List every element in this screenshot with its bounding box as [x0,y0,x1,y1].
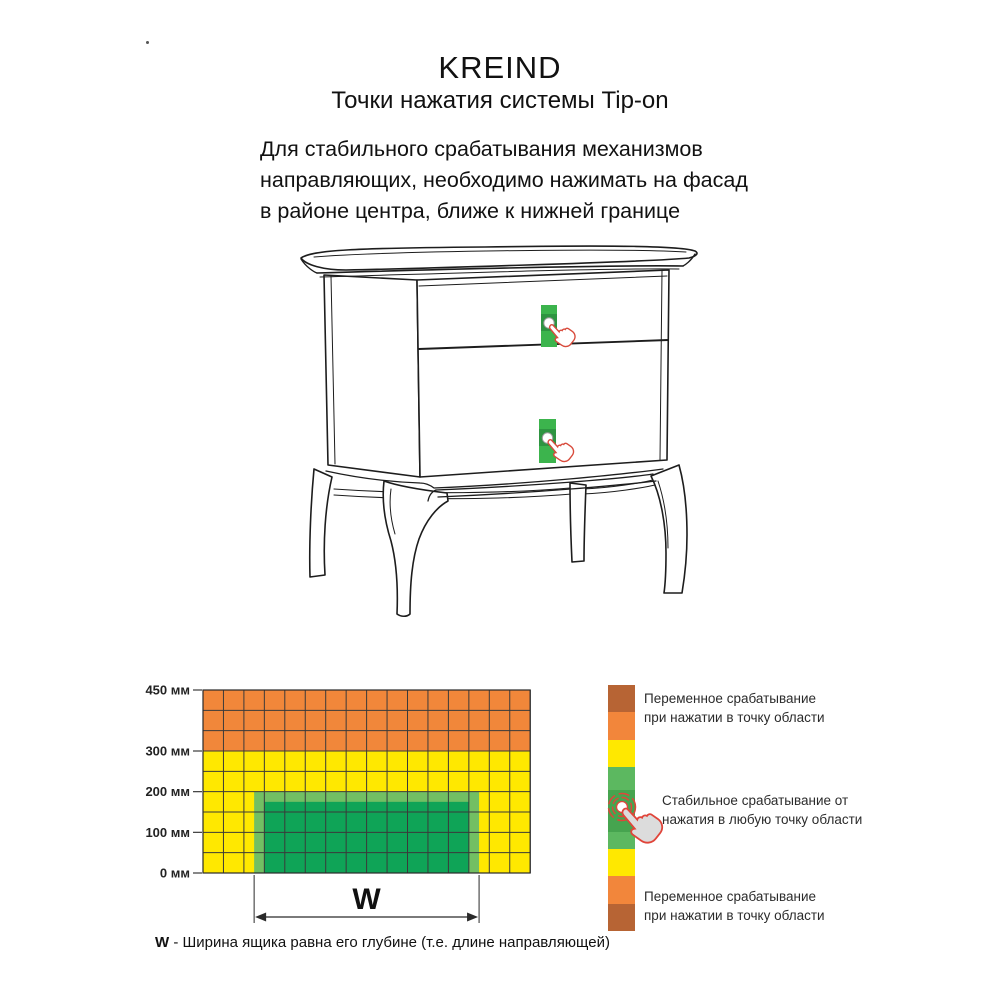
legend-segment-7 [608,876,635,903]
furniture-illustration [250,243,710,633]
legend-segment-1 [608,712,635,739]
axis-tick-label: 300 мм [145,743,190,759]
stray-dot [146,41,149,44]
legend-segment-2 [608,740,635,767]
front-apron [428,474,656,501]
axis-tick-label: 450 мм [145,682,190,698]
legend-segment-8 [608,904,635,931]
caption-w: W [155,934,170,951]
w-arrowhead-right [467,913,478,922]
legend-text-line: Стабильное срабатывание от [662,793,849,808]
intro-line-3: в районе центра, ближе к нижней границе [260,199,681,223]
intro-line-2: направляющих, необходимо нажимать на фасад [260,168,748,192]
legend-item-variable-top [644,689,825,727]
page-title: KREIND [438,50,562,85]
w-arrowhead-left [255,913,266,922]
axis-tick-label: 200 мм [145,784,190,800]
axis-tick-label: 0 мм [159,865,190,881]
intro-line-1: Для стабильного срабатывания механизмов [260,137,703,161]
axis-tick-label: 100 мм [145,824,190,840]
chart-caption [155,934,610,951]
w-label: W [352,883,381,916]
front-right-leg [651,465,687,593]
legend-text-line: при нажатии в точку области [644,710,825,725]
front-left-leg [383,481,448,616]
legend-item-variable-bottom [644,887,825,925]
legend-text-line: нажатия в любую точку области [662,812,863,827]
nightstand-drawing [250,243,710,633]
legend-text-line: при нажатии в точку области [644,908,825,923]
legend-text-line: Переменное срабатывание [644,691,817,706]
legend-item-stable [662,791,862,829]
legend-text-line: Переменное срабатывание [644,889,817,904]
back-left-leg [310,469,332,577]
legend [596,683,996,943]
legend-segment-0 [608,685,635,712]
side-panel [324,275,420,477]
back-right-leg [570,483,586,562]
intro-text [260,134,748,227]
caption-text: - Ширина ящика равна его глубине (т.е. длине направляющей) [169,934,610,951]
page-subtitle: Точки нажатия системы Tip-on [331,87,669,114]
